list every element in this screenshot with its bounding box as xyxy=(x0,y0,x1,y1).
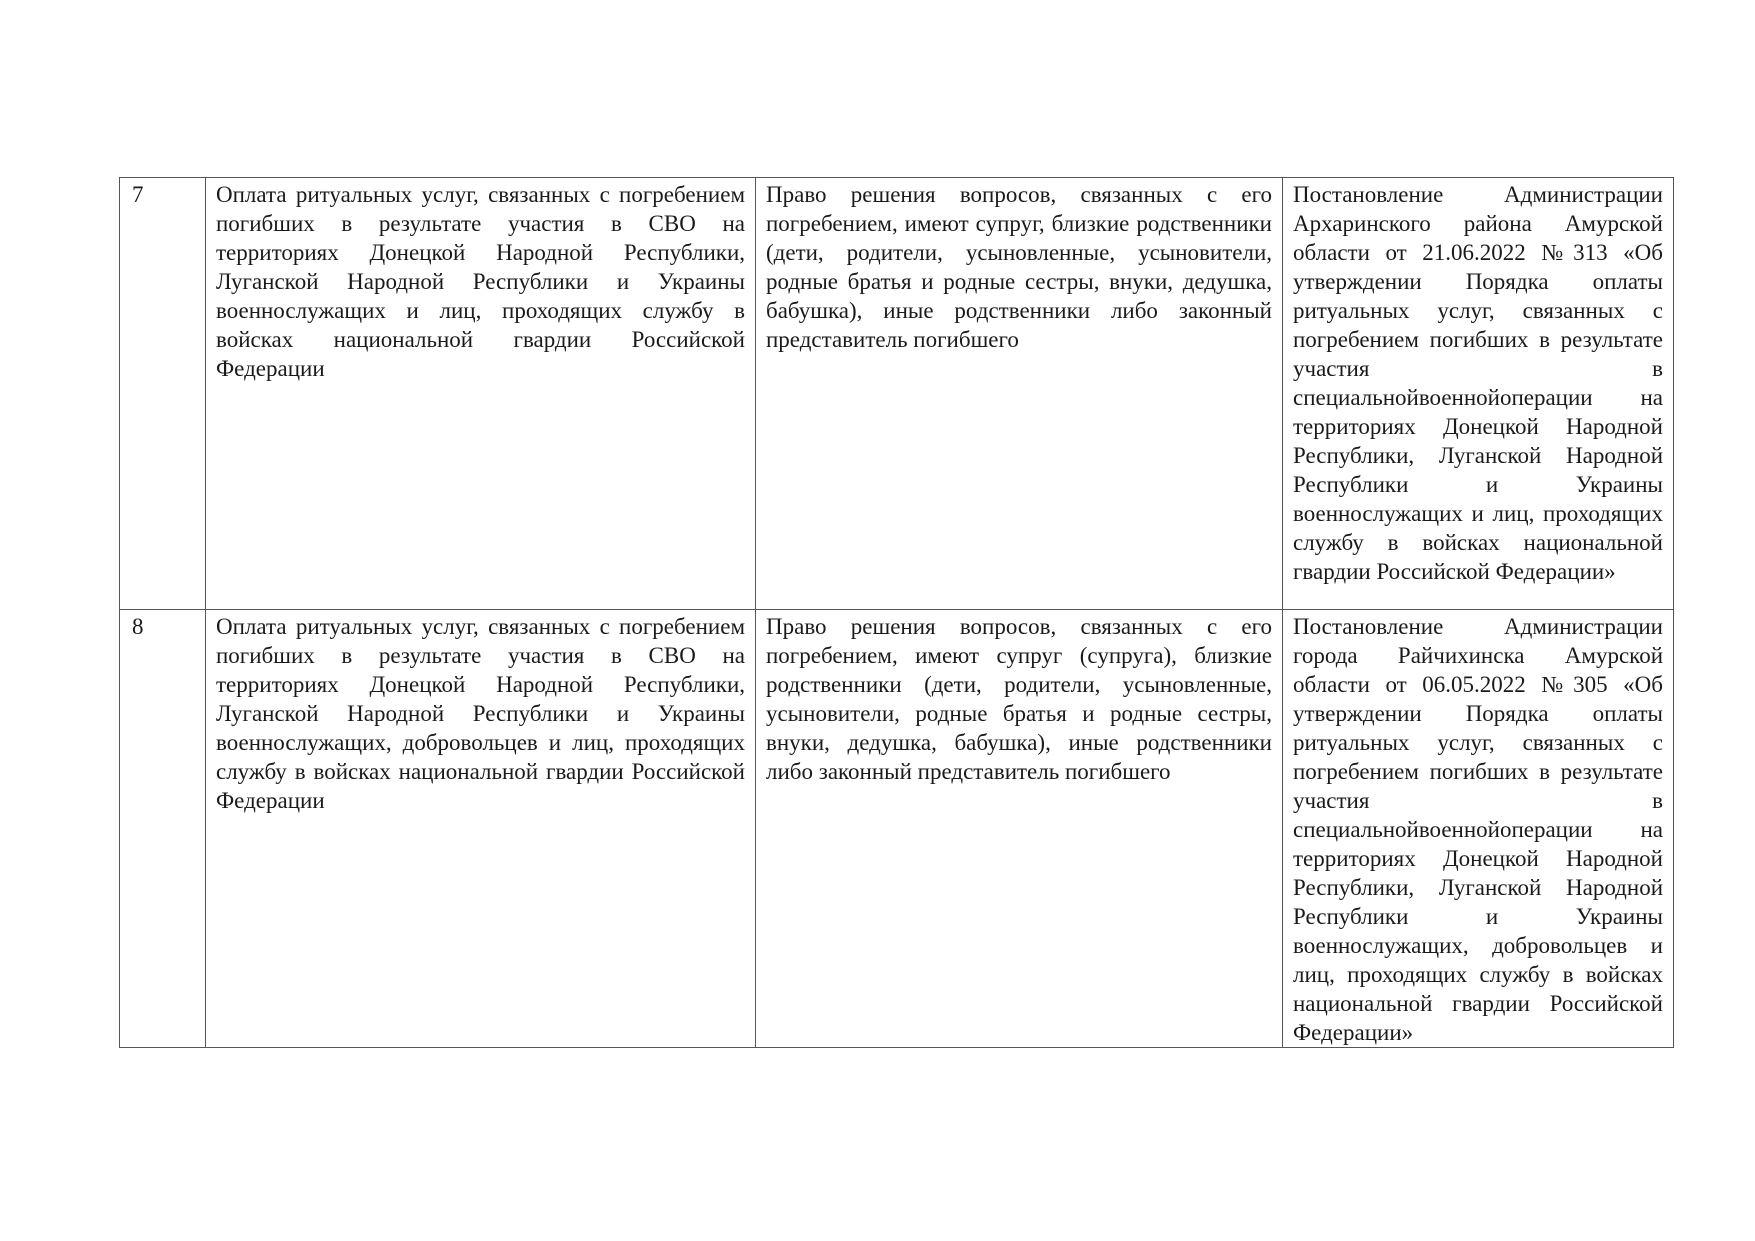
table-row xyxy=(120,178,1674,610)
table-row xyxy=(120,610,1674,1048)
eligible-recipients: Право решения вопросов, связанных с его погребением, имеют супруг, близкие родственники (дети, родители, усыновленные, усыновители, родные братья и родные сестры, внуки, дедушка, бабушка), иные родственники либо законный представитель погибшего xyxy=(756,178,1283,610)
service-description: Оплата ритуальных услуг, связанных с погребением погибших в результате участия в СВО на территориях Донецкой Народной Республики, Луганской Народной Республики и Украины военнослужащих и лиц, проходящих службу в войсках национальной гвардии Российской Федерации xyxy=(206,178,756,610)
legal-act: Постановление Администрации Архаринского района Амурской области от 21.06.2022 №313 «Об утверждении Порядка оплаты ритуальных услуг, связанных с погребением погибших в результате участия в специальнойвоеннойоперации на территориях Донецкой Народной Республики, Луганской Народной Республики и Украины военнослужащих и лиц, проходящих службу в войсках национальной гвардии Российской Федерации» xyxy=(1283,178,1674,610)
eligible-recipients: Право решения вопросов, связанных с его погребением, имеют супруг (супруга), близкие родственники (дети, родители, усыновленные, усыновители, родные братья и родные сестры, внуки, дедушка, бабушка), иные родственники либо законный представитель погибшего xyxy=(756,610,1283,1048)
row-number: 8 xyxy=(120,610,206,1048)
row-number: 7 xyxy=(120,178,206,610)
legal-act: Постановление Администрации города Райчихинска Амурской области от 06.05.2022 №305 «Об утверждении Порядка оплаты ритуальных услуг, связанных с погребением погибших в результате участия в специальнойвоеннойоперации на территориях Донецкой Народной Республики, Луганской Народной Республики и Украины военнослужащих, добровольцев и лиц, проходящих службу в войсках национальной гвардии Российской Федерации» xyxy=(1283,610,1674,1048)
benefits-table xyxy=(119,177,1674,1048)
service-description: Оплата ритуальных услуг, связанных с погребением погибших в результате участия в СВО на территориях Донецкой Народной Республики, Луганской Народной Республики и Украины военнослужащих, добровольцев и лиц, проходящих службу в войсках национальной гвардии Российской Федерации xyxy=(206,610,756,1048)
